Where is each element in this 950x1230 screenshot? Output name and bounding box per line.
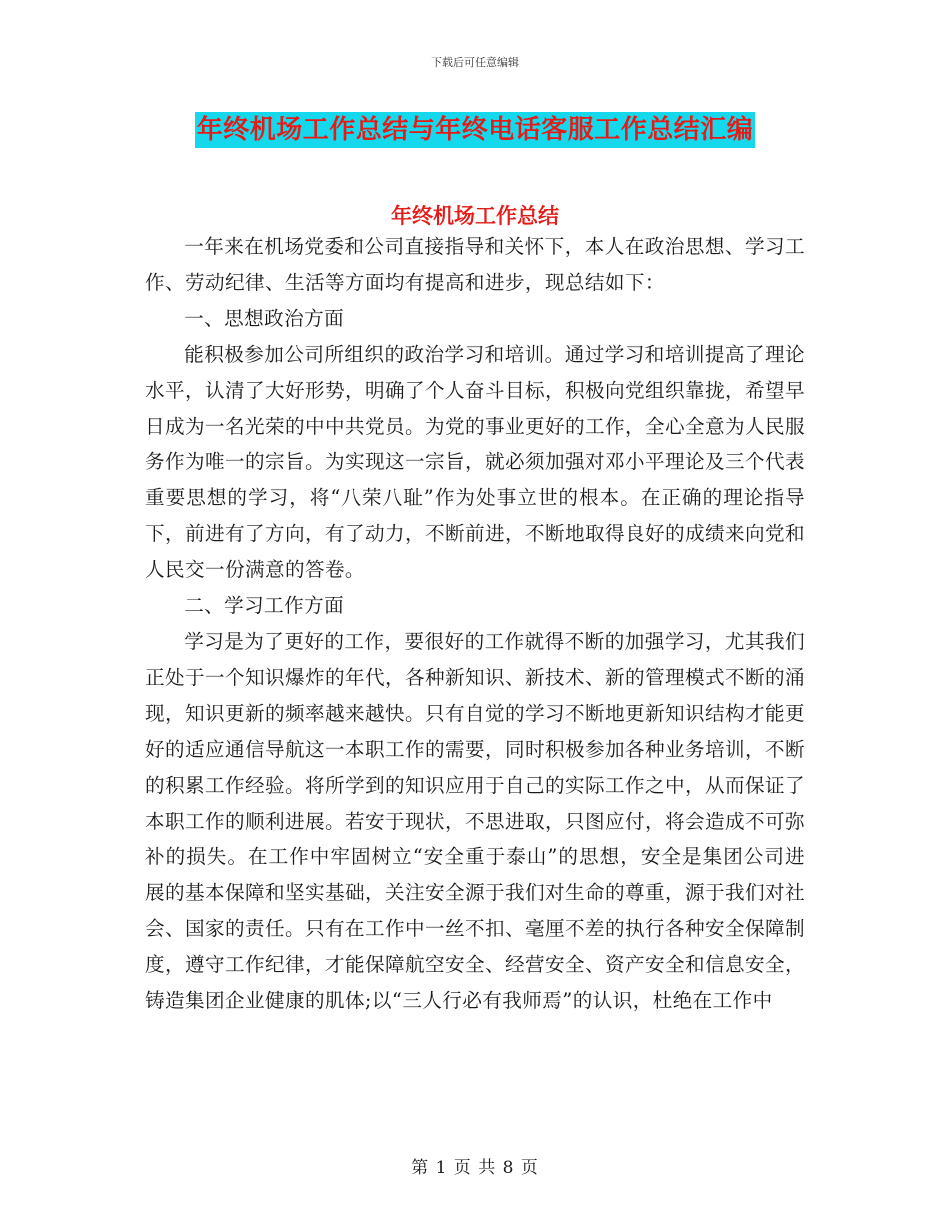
paragraph-intro: 一年来在机场党委和公司直接指导和关怀下，本人在政治思想、学习工作、劳动纪律、生活等方面均有提高和进步，现总结如下： <box>145 235 805 294</box>
heading-political: 一、思想政治方面 <box>184 306 345 330</box>
paragraph-study-work: 学习是为了更好的工作，要很好的工作就得不断的加强学习，尤其我们正处于一个知识爆炸的年代，各种新知识、新技术、新的管理模式不断的涌现，知识更新的频率越来越快。只有自觉的学习不断地更新知识结构才能更好的适应通信导航这一本职工作的需要，同时积极参加各种业务培训，不断的积累工作经验。将所学到的知识应用于自己的实际工作之中，从而保证了本职工作的顺利进展。若安于现状，不思进取，只图应付，将会造成不可弥补的损失。在工作中牢固树立“安全重于泰山”的思想，安全是集团公司进展的基本保障和坚实基础，关注安全源于我们对生命的尊重，源于我们对社会、国家的责任。只有在工作中一丝不扣、毫厘不差的执行各种安全保障制度，遵守工作纪律，才能保障航空安全、经营安全、资产安全和信息安全，铸造集团企业健康的肌体;以“三人行必有我师焉”的认识，杜绝在工作中 <box>145 629 805 1013</box>
main-title-wrap <box>0 112 950 148</box>
body-text <box>145 229 805 1019</box>
main-title: 年终机场工作总结与年终电话客服工作总结汇编 <box>195 112 756 148</box>
heading-study-work: 二、学习工作方面 <box>184 594 345 618</box>
page-footer: 第 1 页 共 8 页 <box>411 1158 539 1178</box>
header-note: 下载后可任意编辑 <box>431 56 519 69</box>
paragraph-political: 能积极参加公司所组织的政治学习和培训。通过学习和培训提高了理论水平，认清了大好形势，明确了个人奋斗目标，积极向党组织靠拢，希望早日成为一名光荣的中中共党员。为党的事业更好的工作，全心全意为人民服务作为唯一的宗旨。为实现这一宗旨，就必须加强对邓小平理论及三个代表重要思想的学习，将“八荣八耻”作为处事立世的根本。在正确的理论指导下，前进有了方向，有了动力，不断前进，不断地取得良好的成绩来向党和人民交一份满意的答卷。 <box>145 342 805 582</box>
section-title: 年终机场工作总结 <box>391 204 559 228</box>
